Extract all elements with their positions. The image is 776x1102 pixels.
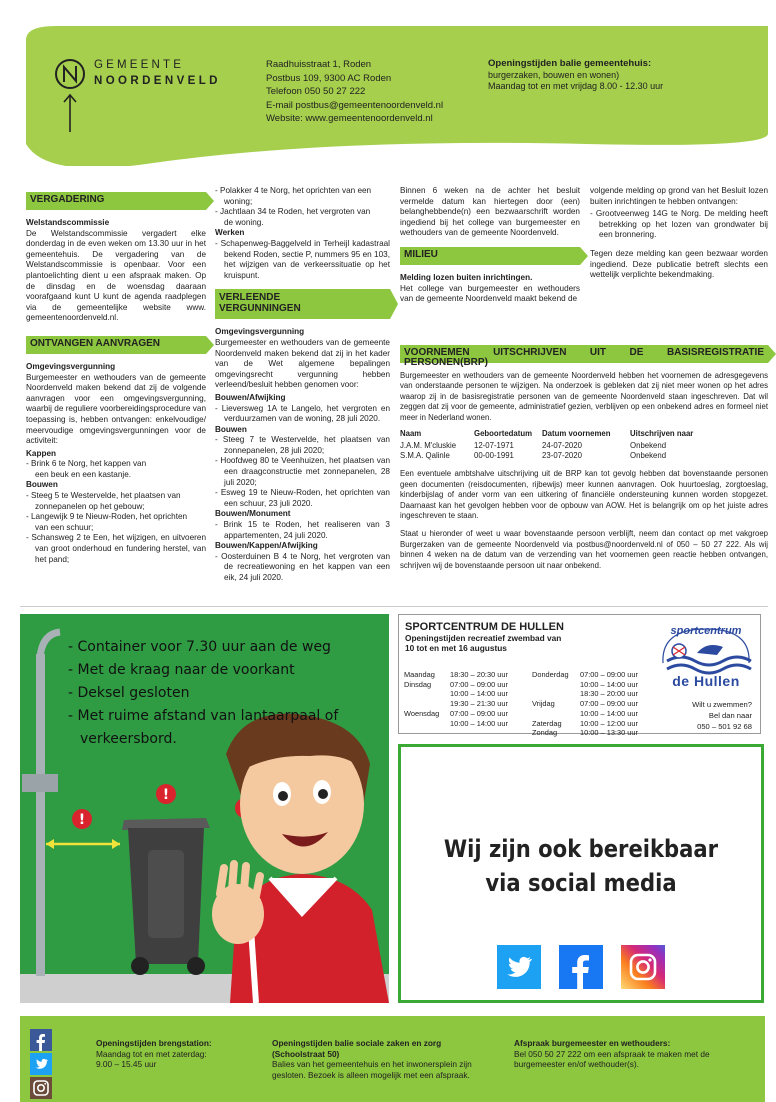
noordenveld-logo-icon	[54, 58, 88, 134]
subheading: Kappen	[26, 448, 57, 458]
footer-heading: (Schoolstraat 50)	[272, 1048, 340, 1059]
waste-container-cartoon	[20, 614, 389, 1003]
instagram-icon[interactable]	[30, 1077, 52, 1099]
contact-address	[266, 58, 443, 126]
brp-table	[400, 429, 703, 461]
list-item: - Steeg 5 te Westervelde, het plaatsen van	[26, 491, 181, 501]
sportcentrum-logo	[657, 623, 755, 693]
address-line: Raadhuisstraat 1, Roden	[266, 59, 372, 70]
footer	[20, 1016, 765, 1102]
schedule-time: 10:00 – 14:00 uur	[580, 708, 638, 718]
paragraph: Burgemeester en wethouders van de gemeente Noordenveld maken bekend dat zij de volgende aanvragen voor een omgevingsvergunning, waarbij de reguliere voorbereidingsprocedure van toepassing is, hebben ontvangen: enkelvoudige/ meervoudige omgevingsvergunningen voor de activiteit:	[26, 372, 206, 446]
schedule-time: 07:00 – 09:00 uur	[580, 699, 638, 709]
paragraph: Burgemeester en wethouders van de gemeente Noordenveld hebben het voornemen de adresgegevens van onderstaande personen te wijzigen. Na onderzoek is gebleken dat zij niet meer wonen op het adres waarop zij in de basisregistratie personen van de gemeente Noordenveld staan ingeschreven. Dat wil zeggen dat zij voor de gemeente, administratief gezien, verblijven op een onbekend adres en formeel niet meer in Nederland wonen.	[400, 371, 768, 422]
sport-title: SPORTCENTRUM DE HULLEN	[405, 621, 564, 633]
footer-heading: Openingstijden balie sociale zaken en zorg	[272, 1038, 442, 1048]
twitter-icon[interactable]	[30, 1053, 52, 1075]
schedule-day: Woensdag	[404, 708, 440, 718]
list-item: - Schapenweg-Baggelveld in Terheijl kadastraal bekend Roden, sectie P, nummers 95 en 103, het wijzigen van de verkeerssituatie op het kruispunt.	[215, 238, 390, 280]
column-header: Datum voornemen	[542, 429, 611, 439]
section-header-milieu: MILIEU	[400, 247, 580, 265]
container-instructions	[68, 636, 338, 751]
column-3	[400, 186, 580, 307]
header-line: VERGUNNINGEN	[219, 303, 301, 315]
instruction-line: - Deksel gesloten	[68, 685, 190, 701]
schedule-day: Zaterdag	[532, 718, 562, 728]
subheading: Bouwen	[26, 480, 58, 490]
table-row	[400, 451, 703, 461]
social-line: Wij zijn ook bereikbaar	[443, 835, 719, 863]
list-item: - Oosterduinen B 4 te Norg, het vergroten van de recreatiewoning en het kappen van een eik, 24 juli 2020.	[215, 551, 390, 582]
paragraph: Het college van burgemeester en wethouders van de gemeente Noordenveld maakt bekend de	[400, 283, 580, 304]
opening-line: burgerzaken, bouwen en wonen)	[488, 69, 620, 80]
subheading: Bouwen	[215, 424, 247, 434]
subheading: Omgevingsvergunning	[26, 361, 116, 371]
column-header: Naam	[400, 429, 422, 439]
masthead	[26, 26, 768, 166]
schedule-time: 07:00 – 09:00 uur	[450, 708, 508, 718]
list-item: - Jachtlaan 34 te Roden, het vergroten van	[215, 207, 371, 217]
table-cell: 00-00-1991	[474, 451, 514, 461]
brp-notice	[400, 345, 768, 571]
section-header-aanvragen: ONTVANGEN AANVRAGEN	[26, 336, 206, 354]
logo-bottom-text: de Hullen	[672, 673, 740, 689]
phone-line: Telefoon 050 50 27 222	[266, 86, 366, 97]
contact-line: Wilt u zwemmen?	[692, 700, 752, 709]
footer-sociale-zaken	[272, 1038, 502, 1080]
table-row	[400, 441, 703, 451]
paragraph: volgende melding op grond van het Besluit lozen buiten inrichtingen te hebben ontvangen:	[590, 186, 768, 206]
list-item: - Langewijk 9 te Nieuw-Roden, het oprichten	[26, 512, 188, 522]
paragraph: Binnen 6 weken na de achter het besluit vermelde datum kan hiertegen door (een) belanghebbende(n) een bezwaarschrift worden ingediend bij het college van burgemeester en wethouders van de gemeente Noordenveld.	[400, 186, 580, 238]
schedule-day: Maandag	[404, 670, 435, 679]
logo-wordmark	[94, 59, 221, 87]
footer-line: 9.00 – 15.45 uur	[96, 1059, 157, 1069]
contact-line: Bel dan naar	[708, 711, 752, 720]
footer-afspraak	[514, 1038, 752, 1070]
subheading: Bouwen/Kappen/Afwijking	[215, 541, 318, 551]
list-item: - Hoofdweg 80 te Veenhuizen, het plaatsen van een draagconstructie met zonnepanelen, 28 juli 2020;	[215, 456, 390, 487]
email-link[interactable]: E-mail postbus@gemeentenoordenveld.nl	[266, 99, 444, 111]
footer-heading: Openingstijden brengstation:	[96, 1038, 212, 1048]
sportcentrum-box	[398, 614, 761, 738]
header-line: VERLEENDE	[219, 292, 281, 304]
subheading: Welstandscommissie	[26, 218, 110, 227]
schedule-time: 10:00 – 14:00 uur	[450, 689, 508, 699]
logo-line-2: NOORDENVELD	[94, 75, 221, 87]
opening-line: Maandag tot en met vrijdag 8.00 - 12.30 uur	[488, 81, 664, 91]
opening-hours-title: Openingstijden balie gemeentehuis:	[488, 58, 652, 69]
schedule-time: 19:30 – 21:30 uur	[450, 699, 508, 709]
sport-subtitle: 10 tot en met 16 augustus	[405, 643, 507, 653]
table-cell: 23-07-2020	[542, 451, 582, 461]
footer-brengstation	[96, 1038, 266, 1070]
subheading: Melding lozen buiten inrichtingen.	[400, 272, 533, 282]
instruction-line: - Met ruime afstand van lantaarpaal of	[68, 708, 339, 724]
paragraph: Burgemeester en wethouders van de gemeente Noordenveld maken bekend dat zij in het kader van de Wet algemene bepalingen omgevingsrecht vergunning hebben verleend/besluit hebben genomen voor:	[215, 337, 390, 390]
schedule-time: 18:30 – 20:00 uur	[580, 689, 638, 699]
subheading: Werken	[215, 228, 245, 238]
schedule-time: 10:00 – 12:00 uur	[580, 718, 638, 728]
schedule-time: 07:00 – 09:00 uur	[450, 679, 508, 689]
paragraph: Een eventuele ambtshalve uitschrijving uit de BRP kan tot gevolg hebben dat bovenstaande personen geen documenten (reisdocumenten, rijbewijs) meer kunnen aanvragen. Ook huurtoeslag, zorgtoeslag, kinderbijslag of ander vorm van een uitkering of financiële ondersteuning kunnen worden stopgezet. Daarnaast kan het gevolgen hebben voor de opbouw van AOW. Het is belangrijk om op het juiste adres ingeschreven te staan.	[400, 469, 768, 521]
facebook-icon[interactable]	[559, 945, 603, 989]
instagram-icon[interactable]	[621, 945, 665, 989]
list-item: - Schansweg 2 te Een, het wijzigen, en uitvoeren van groot onderhoud en fundering herstel, van het pand;	[26, 533, 206, 564]
section-header-vergadering: VERGADERING	[26, 192, 206, 210]
social-message	[423, 832, 740, 900]
table-cell: Onbekend	[630, 441, 667, 451]
opening-hours-town-hall	[488, 58, 663, 93]
paragraph: De Welstandscommissie vergadert elke donderdag in de even weken om 13.30 uur in het gemeentehuis. De vergadering van de Welstandscommissie is openbaar. Voor een plantoelichting dient u een afspraak maken. Op de dinsdag en de woensdag daaraan voorafgaand kunt U kunt de agenda raadplegen via de gemeentelijke website www. gemeentenoordenveld.nl.	[26, 228, 206, 323]
svg-text:!: !	[162, 787, 170, 803]
subheading: Omgevingsvergunning	[215, 327, 305, 337]
schedule-day: Vrijdag	[532, 699, 555, 709]
footer-line: Bel 050 50 27 222 om een afspraak te maken met de burgemeester en/of wethouder(s).	[514, 1048, 710, 1069]
list-item: - Esweg 19 te Nieuw-Roden, het oprichten van een schuur, 23 juli 2020.	[215, 488, 390, 508]
schedule-time: 18:30 – 20:30 uur	[450, 670, 508, 679]
table-cell: Onbekend	[630, 451, 667, 461]
column-4	[590, 186, 768, 283]
schedule-time: 10:00 – 14:00 uur	[580, 679, 638, 689]
schedule-time: 10:00 – 14:00 uur	[450, 718, 508, 728]
list-item: zonnepanelen op het gebouw;	[35, 501, 145, 511]
list-item: - Brink 15 te Roden, het realiseren van 3 appartementen, 24 juli 2020.	[215, 520, 390, 540]
table-cell: 24-07-2020	[542, 441, 582, 451]
address-line: Postbus 109, 9300 AC Roden	[266, 72, 392, 84]
schedule-day: Donderdag	[532, 670, 569, 679]
subheading: Bouwen/Afwijking	[215, 392, 286, 402]
logo-line-1: GEMEENTE	[94, 59, 185, 71]
svg-text:!: !	[78, 812, 86, 828]
section-header-verleende	[215, 289, 390, 319]
paragraph: Staat u hieronder of weet u waar bovenstaande persoon verblijft, neem dan contact op met vakgroep Burgerzaken van de gemeente Noordenveld via postbus@noordenveld.nl of 050 – 50 27 222. Als wij binnen 4 weken na de datum van de verzending van het voornemen geen reactie hebben ontvangen, schrijven wij de bovenstaande persoon uit naar onbekend.	[400, 529, 768, 570]
list-item: - Lieversweg 1A te Langelo, het vergroten en verduurzamen van de woning, 28 juli 2020.	[215, 403, 390, 424]
list-item: - Steeg 7 te Westervelde, het plaatsen van zonnepanelen, 28 juli 2020;	[215, 435, 390, 455]
table-cell: 12-07-1971	[474, 441, 514, 451]
social-media-box	[398, 744, 764, 1003]
instruction-line: - Container voor 7.30 uur aan de weg	[68, 639, 331, 655]
list-item: - Brink 6 te Norg, het kappen van	[26, 459, 147, 469]
column-header: Uitschrijven naar	[630, 429, 694, 439]
logo-top-text: sportcentrum	[670, 625, 742, 637]
list-item: - Polakker 4 te Norg, het oprichten van een woning;	[215, 186, 372, 206]
divider	[20, 606, 768, 607]
schedule-time: 10:00 – 13:30 uur	[580, 728, 638, 738]
list-item: een beuk en een kastanje.	[35, 469, 132, 479]
instruction-line: verkeersbord.	[80, 731, 177, 747]
section-header-brp: VOORNEMEN UITSCHRIJVEN UIT DE BASISREGISTRATIE PERSONEN(BRP)	[400, 345, 768, 363]
table-cell: S.M.A. Qalinle	[400, 451, 450, 461]
list-item: de woning.	[224, 217, 264, 227]
column-header: Geboortedatum	[474, 429, 533, 439]
twitter-icon[interactable]	[497, 945, 541, 989]
phone-number: 050 – 501 92 68	[697, 722, 752, 731]
website-link[interactable]: Website: www.gemeentenoordenveld.nl	[266, 113, 433, 124]
facebook-icon[interactable]	[30, 1029, 52, 1051]
table-header-row	[400, 429, 703, 441]
schedule-time: 07:00 – 09:00 uur	[580, 670, 638, 679]
list-item: - Grootveenweg 14G te Norg. De melding heeft betrekking op het lozen van grondwater bij een bronnering.	[590, 209, 768, 240]
sport-contact	[692, 699, 752, 732]
column-1	[26, 186, 206, 565]
paragraph: Tegen deze melding kan geen bezwaar worden ingediend. Deze publicatie betreft slechts een wettelijk verplichte bekendmaking.	[590, 248, 768, 280]
list-item: van een schuur;	[35, 522, 94, 532]
subheading: Bouwen/Monument	[215, 509, 291, 519]
footer-heading: Afspraak burgemeester en wethouders:	[514, 1038, 671, 1048]
footer-line: Balies van het gemeentehuis en het inwonersplein zijn gesloten. Bezoek is alleen mogelijk met een afspraak.	[272, 1059, 472, 1080]
instruction-line: - Met de kraag naar de voorkant	[68, 662, 295, 678]
table-cell: J.A.M. M'cluskie	[400, 441, 457, 451]
schedule-day: Dinsdag	[404, 679, 432, 689]
footer-line: Maandag tot en met zaterdag:	[96, 1048, 207, 1059]
social-line: via social media	[485, 869, 677, 897]
sport-subtitle: Openingstijden recreatief zwembad van	[405, 633, 562, 643]
column-2	[215, 186, 390, 584]
schedule-day: Zondag	[532, 728, 558, 738]
